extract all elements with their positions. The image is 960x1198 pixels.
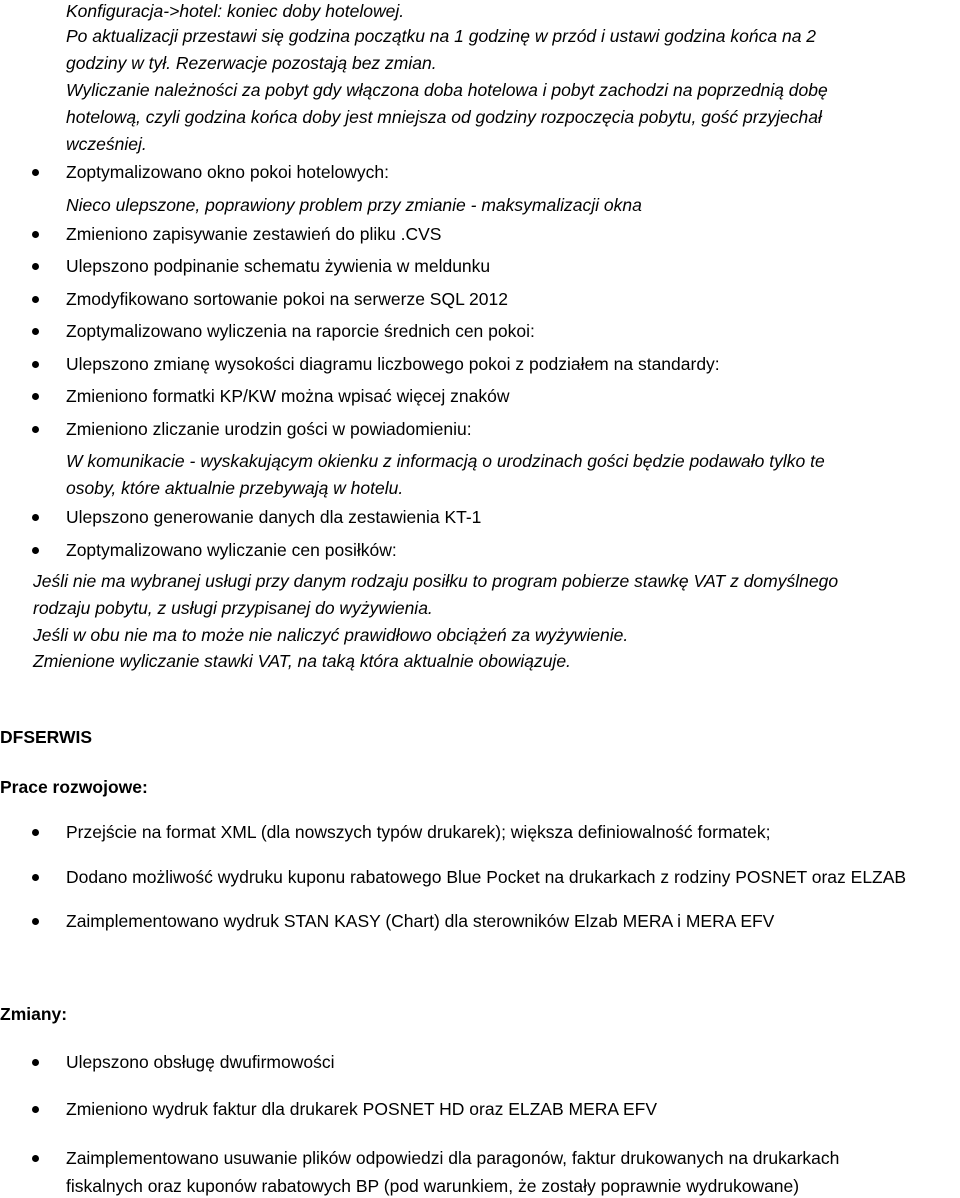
list-item: Zmieniono zliczanie urodzin gości w powiadomieniu:: [66, 419, 472, 439]
list-item-continuation: fiskalnych oraz kuponów rabatowych BP (pod warunkiem, że zostały poprawnie wydrukowane): [66, 1176, 800, 1196]
list-item: Zoptymalizowano wyliczanie cen posiłków:: [66, 540, 397, 560]
list-item: Zmieniono wydruk faktur dla drukarek POSNET HD oraz ELZAB MERA EFV: [66, 1099, 657, 1119]
list-item: Zoptymalizowano wyliczenia na raporcie średnich cen pokoi:: [66, 321, 535, 341]
bullet-icon: [32, 1106, 39, 1113]
bullet-icon: [32, 874, 39, 881]
list-item: Przejście na format XML (dla nowszych typów drukarek); większa definiowalność formatek;: [66, 822, 771, 842]
bullet-icon: [32, 328, 39, 335]
note-urodziny-1: W komunikacie - wyskakującym okienku z informacją o urodzinach gości będzie podawało tylko te: [66, 451, 825, 471]
calc-line-1: Wyliczanie należności za pobyt gdy włączona doba hotelowa i pobyt zachodzi na poprzednią dobę: [66, 80, 828, 100]
list-item: Ulepszono podpinanie schematu żywienia w meldunku: [66, 256, 491, 276]
list-item: Zmieniono zapisywanie zestawień do pliku .CVS: [66, 224, 442, 244]
list-item: Zmodyfikowano sortowanie pokoi na serwerze SQL 2012: [66, 289, 508, 309]
note-posilki-3: Jeśli w obu nie ma to może nie naliczyć prawidłowo obciążeń za wyżywienie.: [33, 625, 629, 645]
bullet-icon: [32, 547, 39, 554]
bullet-icon: [32, 296, 39, 303]
bullet-icon: [32, 263, 39, 270]
note-okno: Nieco ulepszone, poprawiony problem przy zmianie - maksymalizacji okna: [66, 195, 642, 215]
list-item: Zaimplementowano wydruk STAN KASY (Chart) dla sterowników Elzab MERA i MERA EFV: [66, 911, 775, 931]
bullet-icon: [32, 514, 39, 521]
list-item: Ulepszono generowanie danych dla zestawienia KT-1: [66, 507, 482, 527]
bullet-icon: [32, 1059, 39, 1066]
list-item: Zaimplementowano usuwanie plików odpowiedzi dla paragonów, faktur drukowanych na drukarkach: [66, 1148, 840, 1168]
note-posilki-2: rodzaju pobytu, z usługi przypisanej do wyżywienia.: [33, 598, 433, 618]
note-urodziny-2: osoby, które aktualnie przebywają w hotelu.: [66, 478, 404, 498]
bullet-icon: [32, 361, 39, 368]
section-title: DFSERWIS: [0, 727, 93, 747]
section-heading-zmiany: Zmiany:: [0, 1004, 68, 1024]
section-heading-prace: Prace rozwojowe:: [0, 777, 148, 797]
list-item: Zmieniono formatki KP/KW można wpisać więcej znaków: [66, 386, 510, 406]
list-item: Ulepszono obsługę dwufirmowości: [66, 1052, 335, 1072]
list-item: Zoptymalizowano okno pokoi hotelowych:: [66, 162, 389, 182]
note-posilki-4: Zmienione wyliczanie stawki VAT, na taką która aktualnie obowiązuje.: [33, 651, 571, 671]
bullet-icon: [32, 426, 39, 433]
update-line-2: godziny w tył. Rezerwacje pozostają bez zmian.: [66, 53, 437, 73]
calc-line-2: hotelową, czyli godzina końca doby jest mniejsza od godziny rozpoczęcia pobytu, gość przyjechał: [66, 107, 822, 127]
bullet-icon: [32, 231, 39, 238]
list-item: Ulepszono zmianę wysokości diagramu liczbowego pokoi z podziałem na standardy:: [66, 354, 720, 374]
bullet-icon: [32, 393, 39, 400]
note-posilki-1: Jeśli nie ma wybranej usługi przy danym rodzaju posiłku to program pobierze stawkę VAT z domyślnego: [33, 571, 839, 591]
bullet-icon: [32, 169, 39, 176]
bullet-icon: [32, 829, 39, 836]
bullet-icon: [32, 918, 39, 925]
update-line-1: Po aktualizacji przestawi się godzina początku na 1 godzinę w przód i ustawi godzina końca na 2: [66, 26, 817, 46]
list-item: Dodano możliwość wydruku kuponu rabatowego Blue Pocket na drukarkach z rodziny POSNET oraz ELZAB: [66, 867, 907, 887]
calc-line-3: wcześniej.: [66, 134, 147, 154]
config-line: Konfiguracja->hotel: koniec doby hotelowej.: [66, 1, 405, 21]
bullet-icon: [32, 1155, 39, 1162]
